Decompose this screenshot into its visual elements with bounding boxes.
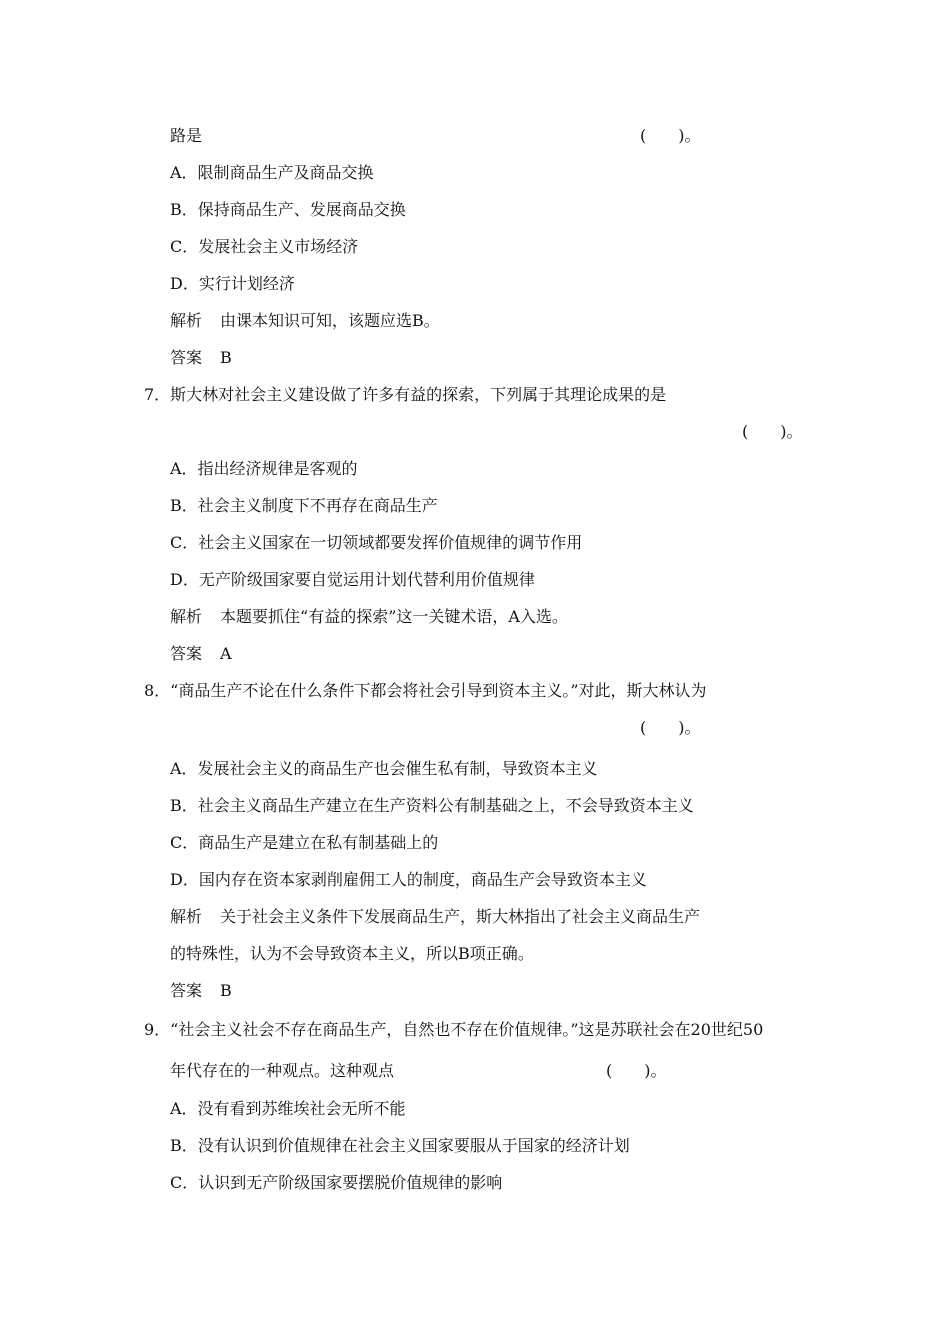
q8-answer-bracket: ( )。 (640, 718, 701, 737)
analysis-label: 解析 (170, 607, 203, 626)
q7-option-a: A．指出经济规律是客观的 (170, 459, 358, 478)
q9-option-b: B．没有认识到价值规律在社会主义国家要服从于国家的经济计划 (170, 1136, 630, 1155)
analysis-text: 关于社会主义条件下发展商品生产，斯大林指出了社会主义商品生产 (220, 907, 701, 926)
q9-option-c: C．认识到无产阶级国家要摆脱价值规律的影响 (170, 1173, 503, 1192)
q8-answer (170, 980, 232, 1002)
q8-option-d: D．国内存在资本家剥削雇佣工人的制度，商品生产会导致资本主义 (170, 870, 647, 889)
q7-option-b: B．社会主义制度下不再存在商品生产 (170, 496, 438, 515)
q8-option-c: C．商品生产是建立在私有制基础上的 (170, 833, 439, 852)
q7-stem: 7．斯大林对社会主义建设做了许多有益的探索，下列属于其理论成果的是 (144, 385, 667, 404)
q8-option-a: A．发展社会主义的商品生产也会催生私有制，导致资本主义 (170, 759, 598, 778)
answer-value: A (220, 644, 232, 663)
q6-option-d: D．实行计划经济 (170, 274, 295, 293)
analysis-label: 解析 (170, 907, 203, 926)
q7-option-c: C．社会主义国家在一切领域都要发挥价值规律的调节作用 (170, 533, 583, 552)
q6-option-a: A．限制商品生产及商品交换 (170, 163, 374, 182)
q6-stem-tail: 路是 (170, 126, 203, 145)
q9-option-a: A．没有看到苏维埃社会无所不能 (170, 1099, 406, 1118)
q6-analysis (170, 310, 440, 332)
q6-option-b: B．保持商品生产、发展商品交换 (170, 200, 406, 219)
answer-value: B (220, 348, 232, 367)
q6-option-c: C．发展社会主义市场经济 (170, 237, 359, 256)
q9-stem-line2: 年代存在的一种观点。这种观点 (170, 1061, 395, 1080)
q6-answer-bracket: ( )。 (640, 126, 701, 145)
q8-analysis-continued: 的特殊性，认为不会导致资本主义，所以B项正确。 (170, 944, 534, 963)
q8-analysis (170, 906, 700, 928)
q7-option-d: D．无产阶级国家要自觉运用计划代替利用价值规律 (170, 570, 535, 589)
q6-answer (170, 347, 232, 369)
answer-label: 答案 (170, 981, 203, 1000)
q8-option-b: B．社会主义商品生产建立在生产资料公有制基础之上，不会导致资本主义 (170, 796, 694, 815)
analysis-label: 解析 (170, 311, 203, 330)
answer-label: 答案 (170, 348, 203, 367)
q7-analysis (170, 606, 568, 628)
answer-label: 答案 (170, 644, 203, 663)
analysis-text: 本题要抓住“有益的探索”这一关键术语，A入选。 (220, 607, 568, 626)
q9-stem-line1: 9．“社会主义社会不存在商品生产，自然也不存在价值规律。”这是苏联社会在20世纪50 (144, 1020, 764, 1039)
q9-answer-bracket: ( )。 (606, 1061, 667, 1080)
q7-answer (170, 643, 232, 665)
q8-stem: 8．“商品生产不论在什么条件下都会将社会引导到资本主义。”对此，斯大林认为 (144, 681, 707, 700)
q7-answer-bracket: ( )。 (742, 422, 803, 441)
analysis-text: 由课本知识可知，该题应选B。 (220, 311, 440, 330)
answer-value: B (220, 981, 232, 1000)
